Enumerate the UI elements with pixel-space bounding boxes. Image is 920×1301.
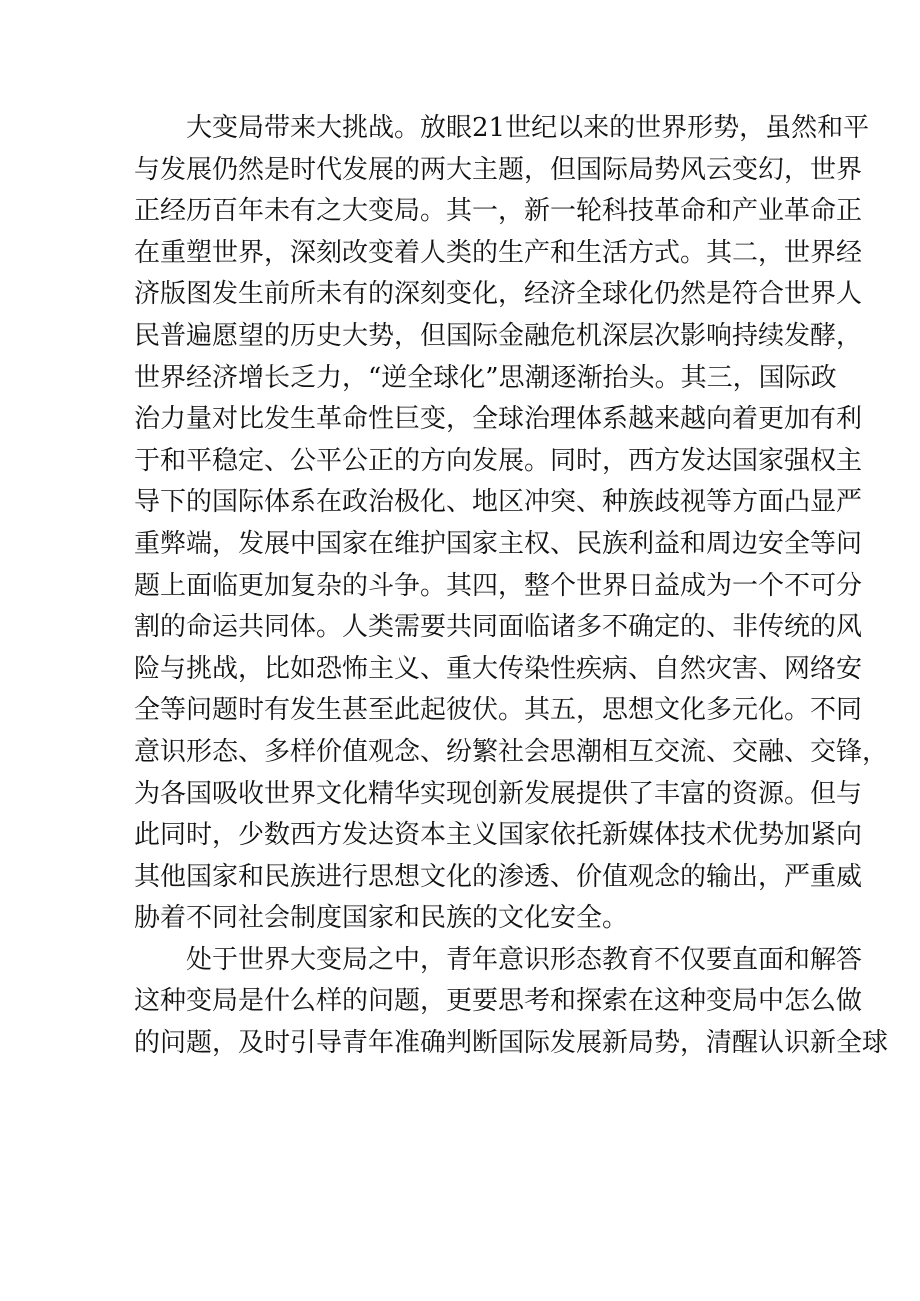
text-line: 民普遍愿望的历史大势，但国际金融危机深层次影响持续发酵，: [134, 320, 863, 351]
text-line: 在重塑世界，深刻改变着人类的生产和生活方式。其二，世界经: [134, 237, 863, 268]
text-line: 正经历百年未有之大变局。其一，新一轮科技革命和产业革命正: [134, 196, 863, 227]
text-line: 治力量对比发生革命性巨变，全球治理体系越来越向着更加有利: [134, 404, 863, 435]
text-line: 重弊端，发展中国家在维护国家主权、民族利益和周边安全等问: [134, 528, 863, 559]
text-line: 大变局带来大挑战。放眼21世纪以来的世界形势，虽然和平: [186, 113, 870, 143]
text-line: 这种变局是什么样的问题，更要思考和探索在这种变局中怎么做: [134, 986, 863, 1017]
text-line: 胁着不同社会制度国家和民族的文化安全。: [134, 903, 629, 934]
text-line: 济版图发生前所未有的深刻变化，经济全球化仍然是符合世界人: [134, 279, 863, 310]
text-line: 世界经济增长乏力，“逆全球化”思潮逐渐抬头。其三，国际政: [134, 362, 837, 393]
text-line: 处于世界大变局之中，青年意识形态教育不仅要直面和解答: [186, 944, 863, 975]
text-line: 题上面临更加复杂的斗争。其四，整个世界日益成为一个不可分: [134, 570, 863, 601]
text-line: 此同时，少数西方发达资本主义国家依托新媒体技术优势加紧向: [134, 820, 863, 851]
text-line: 为各国吸收世界文化精华实现创新发展提供了丰富的资源。但与: [134, 778, 863, 809]
text-line: 的问题，及时引导青年准确判断国际发展新局势，清醒认识新全球: [134, 1028, 889, 1059]
paragraph-2: [134, 940, 889, 1065]
paragraph-1: [134, 108, 889, 940]
text-line: 割的命运共同体。人类需要共同面临诸多不确定的、非传统的风: [134, 612, 863, 643]
text-line: 全等问题时有发生甚至此起彼伏。其五，思想文化多元化。不同: [134, 695, 863, 726]
document-body: [134, 108, 889, 1065]
text-line: 与发展仍然是时代发展的两大主题，但国际局势风云变幻，世界: [134, 154, 863, 185]
text-line: 其他国家和民族进行思想文化的渗透、价值观念的输出，严重威: [134, 861, 863, 892]
text-line: 意识形态、多样价值观念、纷繁社会思潮相互交流、交融、交锋，: [134, 736, 889, 767]
text-line: 于和平稳定、公平公正的方向发展。同时，西方发达国家强权主: [134, 445, 863, 476]
text-line: 导下的国际体系在政治极化、地区冲突、种族歧视等方面凸显严: [134, 487, 863, 518]
text-line: 险与挑战，比如恐怖主义、重大传染性疾病、自然灾害、网络安: [134, 653, 863, 684]
